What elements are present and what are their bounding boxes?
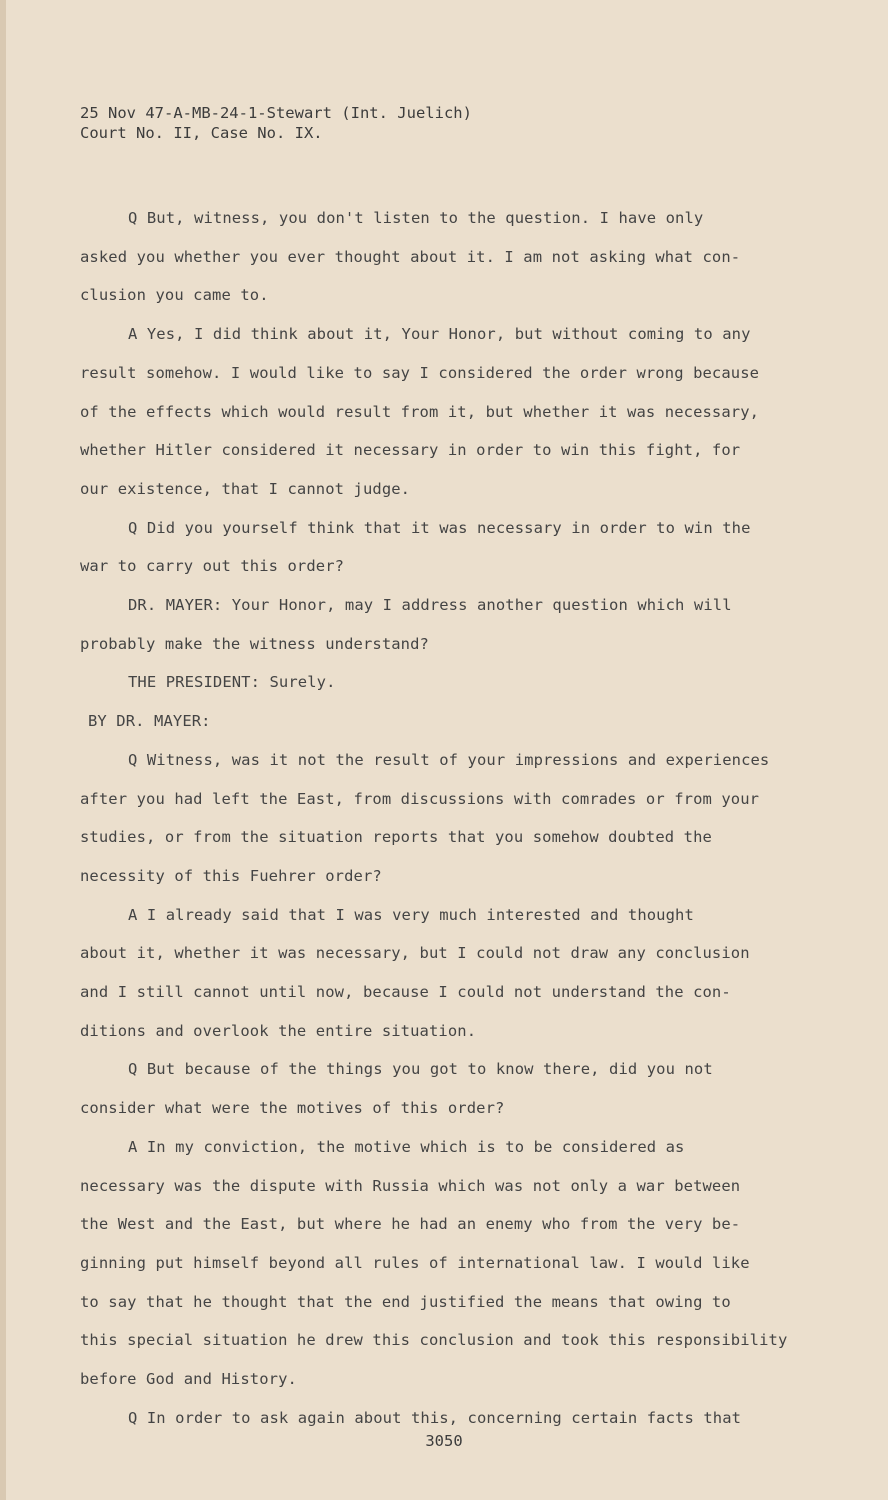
transcript-line: about it, whether it was necessary, but I could not draw any conclusion [80, 944, 750, 963]
transcript-line: consider what were the motives of this order? [80, 1099, 505, 1118]
transcript-line: A Yes, I did think about it, Your Honor, but without coming to any [128, 325, 751, 344]
transcript-line: DR. MAYER: Your Honor, may I address another question which will [128, 596, 732, 615]
transcript-paragraph [80, 315, 810, 509]
transcript-line: A I already said that I was very much interested and thought [128, 905, 694, 924]
header-line-1: 25 Nov 47-A-MB-24-1-Stewart (Int. Juelich) [80, 104, 472, 122]
transcript-line: before God and History. [80, 1370, 297, 1389]
transcript-line: Q In order to ask again about this, concerning certain facts that [128, 1408, 742, 1427]
transcript-body [80, 199, 810, 1438]
transcript-line: Q But because of the things you got to know there, did you not [128, 1060, 713, 1079]
transcript-paragraph [80, 1128, 810, 1399]
transcript-line: result somehow. I would like to say I considered the order wrong because [80, 363, 760, 382]
transcript-paragraph [80, 741, 810, 896]
transcript-line: after you had left the East, from discussions with comrades or from your [80, 789, 760, 808]
transcript-paragraph [80, 702, 810, 741]
transcript-line: THE PRESIDENT: Surely. [128, 673, 336, 692]
scan-edge [0, 0, 6, 1500]
transcript-line: necessary was the dispute with Russia which was not only a war between [80, 1176, 741, 1195]
transcript-line: war to carry out this order? [80, 557, 345, 576]
transcript-paragraph [80, 199, 810, 315]
document-header [80, 103, 472, 143]
transcript-line: BY DR. MAYER: [88, 712, 211, 731]
transcript-line: Q Did you yourself think that it was necessary in order to win the [128, 518, 751, 537]
transcript-paragraph [80, 586, 810, 663]
transcript-line: necessity of this Fuehrer order? [80, 866, 382, 885]
transcript-paragraph [80, 896, 810, 1051]
transcript-paragraph [80, 1050, 810, 1127]
transcript-line: studies, or from the situation reports that you somehow doubted the [80, 828, 712, 847]
transcript-line: the West and the East, but where he had an enemy who from the very be- [80, 1215, 741, 1234]
transcript-line: of the effects which would result from it, but whether it was necessary, [80, 402, 760, 421]
transcript-line: to say that he thought that the end justified the means that owing to [80, 1292, 731, 1311]
transcript-line: ditions and overlook the entire situation. [80, 1021, 477, 1040]
transcript-line: Q But, witness, you don't listen to the question. I have only [128, 209, 704, 227]
transcript-line: ginning put himself beyond all rules of international law. I would like [80, 1253, 750, 1272]
transcript-line: clusion you came to. [80, 286, 269, 305]
transcript-line: probably make the witness understand? [80, 634, 429, 653]
transcript-line: asked you whether you ever thought about it. I am not asking what con- [80, 247, 741, 266]
transcript-line: and I still cannot until now, because I could not understand the con- [80, 983, 731, 1002]
transcript-line: whether Hitler considered it necessary in order to win this fight, for [80, 441, 741, 460]
header-line-2: Court No. II, Case No. IX. [80, 124, 323, 142]
transcript-line: A In my conviction, the motive which is to be considered as [128, 1137, 685, 1156]
transcript-line: this special situation he drew this conclusion and took this responsibility [80, 1331, 788, 1350]
page-number: 3050 [425, 1432, 463, 1450]
transcript-line: Q Witness, was it not the result of your impressions and experiences [128, 750, 770, 769]
transcript-paragraph [80, 663, 810, 702]
transcript-paragraph [80, 509, 810, 586]
transcript-line: our existence, that I cannot judge. [80, 479, 411, 498]
